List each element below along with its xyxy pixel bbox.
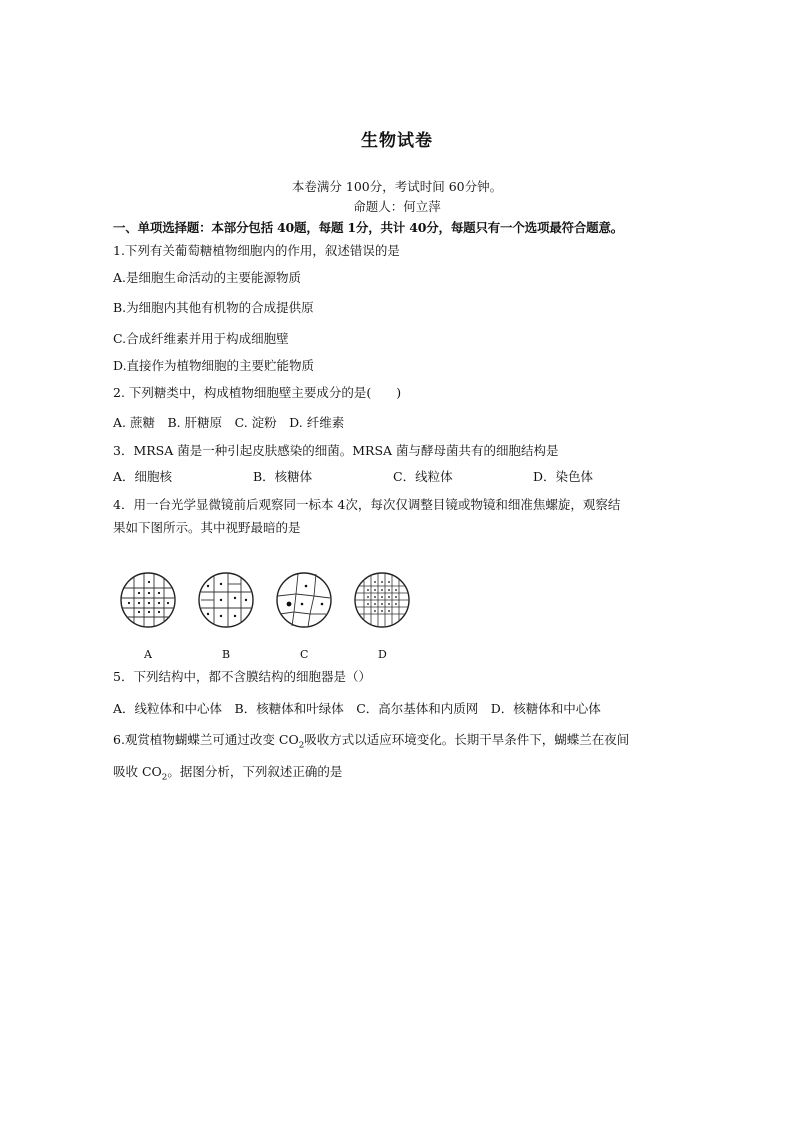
exam-author: 命题人：何立萍 xyxy=(353,199,441,214)
field-c xyxy=(277,573,331,627)
q2-stem: 2. 下列糖类中，构成植物细胞壁主要成分的是( ) xyxy=(113,385,402,400)
q5-stem: 5．下列结构中，都不含膜结构的细胞器是（） xyxy=(113,669,371,684)
exam-info: 本卷满分 100分，考试时间 60分钟。 xyxy=(291,179,503,194)
q6-stem-line1: 6.观赏植物蝴蝶兰可通过改变 $CO_2$吸收方式以适应环境变化。长期干旱条件下，蝴蝶兰在夜间 xyxy=(113,732,630,751)
q4-stem-line2: 果如下图所示。其中视野最暗的是 xyxy=(113,520,301,535)
q2-options: A. 蔗糖 B. 肝糖原 C. 淀粉 D. 纤维素 xyxy=(113,415,345,430)
q1-option-b: B.为细胞内其他有机物的合成提供原 xyxy=(113,300,314,315)
q1-stem: 1.下列有关葡萄糖植物细胞内的作用，叙述错误的是 xyxy=(113,243,400,258)
q3-option-c: C．线粒体 xyxy=(393,469,453,484)
microscope-fields-figure xyxy=(118,568,428,664)
field-label-a: A xyxy=(144,648,152,661)
q3-option-d: D．染色体 xyxy=(533,469,594,484)
field-label-b: B xyxy=(222,648,231,661)
q6-stem-line2: 吸收 $CO_2$。据图分析，下列叙述正确的是 xyxy=(113,764,343,783)
q3-option-a: A．细胞核 xyxy=(113,469,173,484)
q1-option-c: C.合成纤维素并用于构成细胞壁 xyxy=(113,331,289,346)
field-label-c: C xyxy=(300,648,309,661)
page-title: 生物试卷 xyxy=(361,131,433,151)
field-label-d: D xyxy=(378,648,387,661)
q4-stem-line1: 4．用一台光学显微镜前后观察同一标本 4次，每次仅调整目镜或物镜和细准焦螺旋，观察结 xyxy=(113,497,621,512)
q1-option-d: D.直接作为植物细胞的主要贮能物质 xyxy=(113,358,315,373)
section-heading: 一、单项选择题：本部分包括 40题，每题 1分，共计 40分，每题只有一个选项最符合题意。 xyxy=(113,220,624,235)
field-d xyxy=(355,573,409,627)
q3-stem: 3．MRSA 菌是一种引起皮肤感染的细菌。MRSA 菌与酵母菌共有的细胞结构是 xyxy=(113,443,559,458)
field-b xyxy=(199,573,253,627)
q3-option-b: B．核糖体 xyxy=(253,469,313,484)
q1-option-a: A.是细胞生命活动的主要能源物质 xyxy=(113,270,302,285)
field-a xyxy=(121,573,175,627)
q5-options: A．线粒体和中心体 B．核糖体和叶绿体 C．高尔基体和内质网 D．核糖体和中心体 xyxy=(113,701,601,716)
